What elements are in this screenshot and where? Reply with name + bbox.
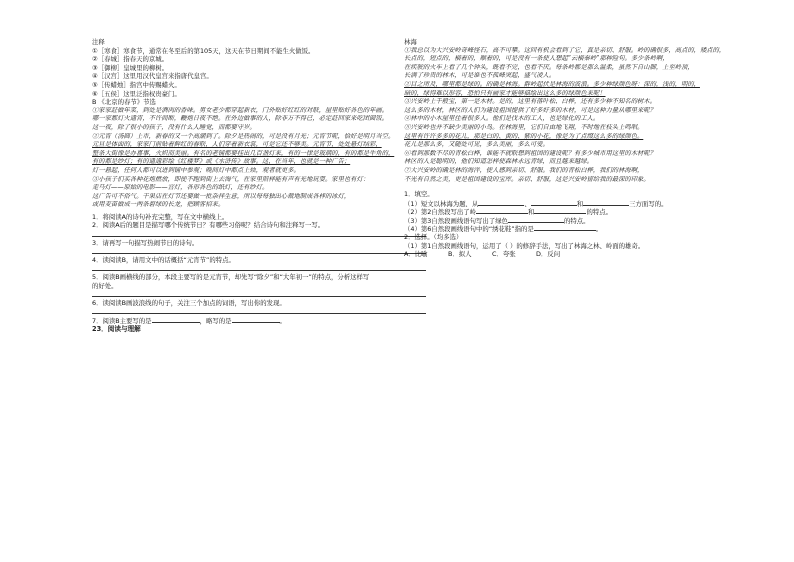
option-d[interactable]: D．反问 xyxy=(536,250,561,259)
passage-line: ⑦大兴安岭的确是林的海洋，使人感到亲切、舒服。我们的青松白桦，我们的林海啊， xyxy=(404,166,644,174)
passage-line: 林区的人是聪明的，他们知道怎样使森林永远青绿，而且越来越绿。 xyxy=(404,158,593,166)
answer-blank[interactable] xyxy=(478,199,524,206)
answer-line[interactable] xyxy=(92,290,428,299)
question-3: 3．请再写一句描写热闹节日的诗句。 xyxy=(92,238,199,247)
choice-options xyxy=(404,250,740,259)
answer-blank[interactable] xyxy=(531,199,577,206)
answer-blank[interactable] xyxy=(583,199,629,206)
passage-line-underlined: ②目之所及，哪里都是绿的。的确是林海。群岭起伏是林海的波浪。多少种绿颜色呀：深的，浅的，明的， xyxy=(404,80,700,88)
question-1-3: （3）第3自然段画线语句写出了绿色 的特点。 xyxy=(404,216,590,225)
question-5-cont: 的好处。 xyxy=(92,281,118,290)
answer-blank[interactable] xyxy=(508,216,564,223)
passage-line: 灯一悬起，任何人都可以进到铺中参观；晚间灯中都点上烛，观者就更多。 xyxy=(92,166,300,174)
right-column xyxy=(404,38,740,259)
option-b[interactable]: B．拟人 xyxy=(448,250,472,259)
question-1-4: （4）第6自然段画线语句中的“绣花鞋”指的是 。 xyxy=(404,225,603,234)
question-7-part-a: 7．阅读B主要写的是 xyxy=(92,317,152,325)
answer-blank[interactable] xyxy=(534,207,586,214)
note-line: ①［寒食］寒食节，通常在冬至后的第105天，这天在节日期间不能生火做饭。 xyxy=(92,46,315,55)
passage-line: ①我总以为大兴安岭奇峰怪石，高不可攀。这回有机会看到了它，真是亲切、舒服。岭的确很多，高点的，矮点的， xyxy=(404,46,726,54)
question-7: 7．阅读B主要写的是 ，略写的是 。 xyxy=(92,317,286,325)
answer-line[interactable] xyxy=(92,247,428,256)
answer-line[interactable] xyxy=(92,230,428,239)
option-c[interactable]: C．夸张 xyxy=(492,250,516,259)
passage-line: ②元宵（汤圆）上市，新春的又一个高潮到了。除夕是热闹的，可是没有月光；元宵节呢，恰好是明月当空。 xyxy=(92,132,395,140)
passage-line: 花儿是那么多，又随处可见，多么美丽，多么可爱。 xyxy=(404,141,549,149)
answer-blank[interactable] xyxy=(232,316,280,323)
answer-blank[interactable] xyxy=(534,224,596,231)
question-1: 1．填空。 xyxy=(404,190,434,199)
question-6: 6．读阅读B画波浪线的句子，关注三个加点的词语，写出你的发现。 xyxy=(92,298,286,307)
passage-line: 或用麦苗做成一两条碧绿的长龙，把顾客招来。 xyxy=(92,201,225,209)
passage-line-underlined: 暗的，绿得难以形容，恐怕只有画家才能够描绘出这么多的绿颜色来呢！ xyxy=(404,89,606,97)
question-4: 4．读阅读B，请用文中的话概括“元宵节”的特点。 xyxy=(92,255,235,264)
passage-line-underlined: 元旦是体面的，家家门前贴着鲜红的春联，人们穿着新衣裳，可是它还不够美。元宵节，处处悬灯结彩， xyxy=(92,141,382,149)
passage-line: 这一夜，除了很小的孩子，没有什么人睡觉，而都要守岁。 xyxy=(92,123,256,131)
passage-line: ①家家赶做年菜，到处是酒肉的香味。男女老少都穿起新衣，门外贴好红红的对联，屋里贴好各色的年画。 xyxy=(92,106,388,114)
question-2: 2．选择。（均多选） xyxy=(404,233,463,242)
notes-title: 注释 xyxy=(92,38,105,46)
passage-line: 长满了珍贵的林木，可是谁也不孤峰突起，盛气凌人。 xyxy=(404,72,556,80)
left-column xyxy=(92,38,428,333)
question-1-1: （1）短文以林海为题，从 、 和 三方面写的。 xyxy=(404,199,668,208)
question-1: 1．将阅读A的诗句补充完整，写在文中横线上。 xyxy=(92,212,229,221)
answer-line[interactable] xyxy=(92,307,428,316)
passage-b-title: B 《北京的春节》节选 xyxy=(92,98,156,107)
passage-line-underlined: 有的都是纱灯；有的通通彩绘《红楼梦》或《水浒传》故事。这，在当年，也就是一种广告； xyxy=(92,158,351,166)
passage-line: ⑤兴安岭也并不缺少美丽的小鸟。在林海里，它们自由地飞翔，不时地在枝头上鸣唱。 xyxy=(404,123,644,131)
passage-line: 这广告可不俗气。干果店在灯节还要做一批杂拌生意，所以每每独出心裁地制成各样的冰灯， xyxy=(92,192,351,200)
answer-blank[interactable] xyxy=(476,207,528,214)
passage-line-underlined: 整条大街像是办喜事，火炽而美丽。有名的老铺都要挂出几百盏灯来，有的一律是玻璃的，有的都是牛角的， xyxy=(92,149,395,157)
note-line: ⑥［五侯］这里泛指权贵豪门。 xyxy=(92,89,181,98)
question-7-part-b: ，略写的是 xyxy=(199,317,232,325)
note-line: ④［汉宫］这里用汉代皇宫来指唐代皇宫。 xyxy=(92,72,213,81)
note-line: ②［春城］指春天的京城。 xyxy=(92,55,169,64)
note-line: ⑤［传蜡烛］指宫中传赐蜡火。 xyxy=(92,80,181,89)
passage-line: ③兴安岭上千般宝，第一是木材。是的，这里有落叶松、白桦，还有多少种不知名的树木。 xyxy=(404,98,656,106)
note-line: ③［御柳］皇城里的柳树。 xyxy=(92,63,169,72)
passage-title: 林海 xyxy=(404,38,417,46)
passage-line: ④林中的小木屋里住着很多人。他们是伐木的工人，也是绿化的工人。 xyxy=(404,115,600,123)
answer-line[interactable] xyxy=(92,264,428,273)
passage-line: ③小孩子们买各种花炮燃放，即使不跑到街上去淘气，在家里照样能有声有光地玩耍。家里也有灯： xyxy=(92,175,370,183)
option-a[interactable]: A．比喻 xyxy=(404,250,428,259)
question-2: 2．阅读A后的题目是描写哪个传统节日？有哪些习俗呢？结合诗句和注释写一写。 xyxy=(92,221,325,230)
question-2-1: （1）第1自然段画线语句，运用了（ ）的修辞手法，写出了林海之林、岭面的雄奇。 xyxy=(404,241,645,250)
section-heading: 23．阅读与理解 xyxy=(92,324,141,333)
question-1-2: （2）第2自然段写出了岭 和 的特点。 xyxy=(404,208,612,216)
passage-line: ⑥看到那数不尽的青松白桦，谁能不就联想到祖国的建设呢？有多少城市用这里的木材呢？ xyxy=(404,149,656,157)
passage-line-underlined: 这里有许许多多的花儿，那是白的、黄的、紫的小花，像是为了点缀这么多的绿颜色。 xyxy=(404,132,644,140)
passage-line: 哪一家都灯火通宵，不许间断，鞭炮日夜不绝。在外边做事的人，除非万不得已，必定赶回家来吃团圆饭。 xyxy=(92,115,388,123)
question-5: 5．阅读B画横线的部分，本段主要写的是元宵节，却先写“除夕”和“大年初一”的特点，分析这样写 xyxy=(92,273,370,282)
passage-line: 不光有自然之美，更是祖国建设的宝库。亲切、舒服，这是兴安岭留给我的最深的印象。 xyxy=(404,175,650,183)
passage-line: 走马灯——原始的电影——宫灯，各形各色的纸灯，还有纱灯。 xyxy=(92,184,269,192)
passage-line: 在疾驶的火车上看了几个钟头，既看不完，也看不厌。每条岭都是那么温柔，虽然下自山脚，上至岭顶， xyxy=(404,63,694,71)
passage-line: 这么多的木材，林区的人们为建设祖国提供了好多好多的木材，可是这种力量从哪里来呢？ xyxy=(404,106,656,114)
answer-blank[interactable] xyxy=(152,316,200,323)
passage-line: 长点的，短点的，横着的，顺着的，可是没有一条使人想起“云横秦岭”那种险句。多少条岭啊， xyxy=(404,55,669,63)
